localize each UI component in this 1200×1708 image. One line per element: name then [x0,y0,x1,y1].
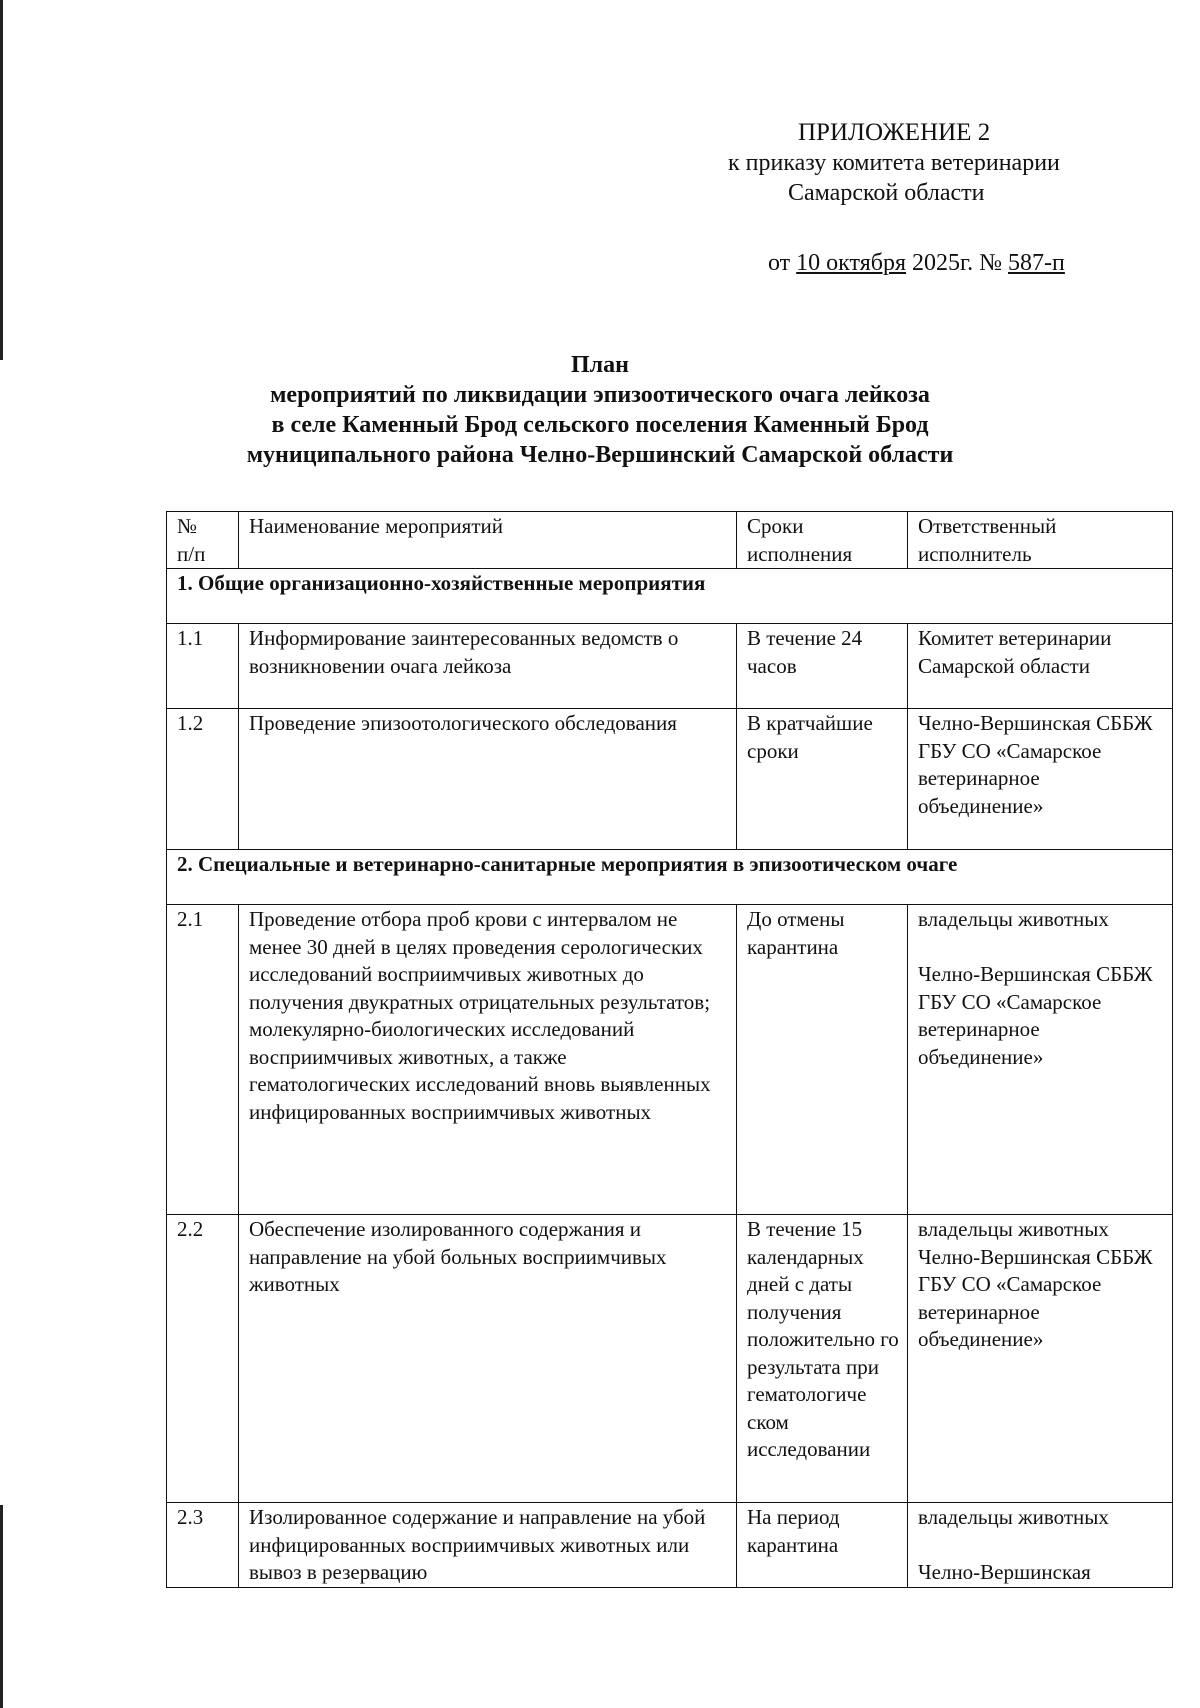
row-resp [908,905,1173,1215]
table-row [167,709,1173,850]
row-num: 1.1 [167,624,239,709]
row-num: 1.2 [167,709,239,850]
row-resp-part: Челно-Вершинская СББЖ ГБУ СО «Самарское ветеринарное объединение» [918,962,1153,1069]
section-title: 1. Общие организационно-хозяйственные мероприятия [167,569,1173,624]
title-line: муниципального района Челно-Вершинский Самарской области [246,442,954,468]
row-name: Изолированное содержание и направление на убой инфицированных восприимчивых животных или вывоз в резервацию [239,1503,737,1588]
title-line: мероприятий по ликвидации эпизоотического очага лейкоза [270,382,930,408]
row-name: Обеспечение изолированного содержания и направление на убой больных восприимчивых животных [239,1215,737,1503]
title-line: План [571,352,629,378]
order-number: 587-п [1008,250,1065,276]
header-num-line: п/п [177,541,206,566]
header-num [167,512,239,569]
section-row [167,569,1173,624]
row-resp-part: владельцы животных [918,907,1109,931]
row-resp-part: Челно-Вершинская [918,1560,1091,1584]
table-row [167,905,1173,1215]
row-term: В течение 24 часов [737,624,908,709]
appendix-line: к приказу комитета ветеринарии [728,150,1060,176]
row-name: Информирование заинтересованных ведомств о возникновении очага лейкоза [239,624,737,709]
scan-edge-mark [0,1505,3,1708]
row-resp: Комитет ветеринарии Самарской области [908,624,1173,709]
header-resp-line: Ответственный [918,514,1057,538]
scan-edge-mark [0,0,3,360]
title-line: в селе Каменный Брод сельского поселения Каменный Брод [271,412,929,438]
spacer [918,1532,1164,1560]
row-num: 2.2 [167,1215,239,1503]
row-resp [908,1503,1173,1588]
row-term: На период карантина [737,1503,908,1588]
document-title [140,350,1060,470]
row-resp: Челно-Вершинская СББЖ ГБУ СО «Самарское ветеринарное объединение» [908,709,1173,850]
appendix-title: ПРИЛОЖЕНИЕ 2 [798,119,991,146]
row-term: В течение 15 календарных дней с даты получения положительно го результата при гематологиче ском исследовании [737,1215,908,1503]
header-term-line: Сроки [747,514,804,538]
table-row [167,1215,1173,1503]
table-row [167,1503,1173,1588]
order-year: 2025г. № [905,250,1009,276]
plan-table [166,511,1173,1588]
table-header-row [167,512,1173,569]
header-num-line: № [177,514,198,538]
row-term: До отмены карантина [737,905,908,1215]
header-term-line: исполнения [747,541,853,566]
row-num: 2.1 [167,905,239,1215]
appendix-header [728,118,1148,208]
header-resp [908,512,1173,569]
appendix-line: Самарской области [788,180,985,206]
row-resp: владельцы животных Челно-Вершинская СББЖ ГБУ СО «Самарское ветеринарное объединение» [908,1215,1173,1503]
table-row [167,624,1173,709]
row-name: Проведение отбора проб крови с интервалом не менее 30 дней в целях проведения серологических исследований восприимчивых животных до получения двукратных отрицательных результатов; молекулярно-биологических исследований восприимчивых животных, а также гематологических исследований вновь выявленных инфицированных восприимчивых животных [239,905,737,1215]
spacer [918,934,1164,962]
order-date: 10 октября [796,250,906,276]
row-term: В кратчайшие сроки [737,709,908,850]
header-name: Наименование мероприятий [239,512,737,569]
header-resp-line: исполнитель [918,541,1032,566]
row-num: 2.3 [167,1503,239,1588]
header-term [737,512,908,569]
order-prefix: от [768,250,797,276]
section-title: 2. Специальные и ветеринарно-санитарные мероприятия в эпизоотическом очаге [167,850,1173,905]
order-reference [768,250,1065,277]
row-name: Проведение эпизоотологического обследования [239,709,737,850]
row-resp-part: владельцы животных [918,1505,1109,1529]
section-row [167,850,1173,905]
